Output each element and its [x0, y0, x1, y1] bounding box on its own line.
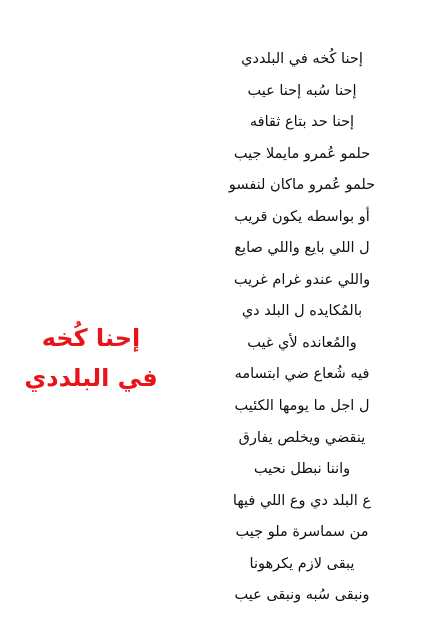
- poem-line: واللي عندو غرام غريب: [233, 271, 371, 288]
- title-line-2: في البلددي: [24, 364, 158, 392]
- poem-line: بالمُكايده ل البلد دي: [241, 303, 363, 320]
- poem-line: ل اللي بايع واللي صايع: [234, 240, 370, 257]
- poem-line: ع البلد دي وع اللي فيها: [232, 492, 372, 509]
- poem-line: من سماسرة ملو جيب: [235, 524, 369, 541]
- poem-line: حلمو عُمرو ماكان لنفسو: [228, 177, 376, 194]
- poem-line: ونبقى سُبه ونبقى عيب: [234, 587, 370, 604]
- poem-line: إحنا كُخه في البلددي: [241, 51, 363, 67]
- title-line-1: إحنا كُخه: [41, 324, 141, 352]
- poem-line: أو بواسطه يكون قريب: [234, 208, 370, 225]
- poem-line: إحنا سُبه إحنا عيب: [247, 82, 357, 99]
- poem-line: فيه شُعاع ضي ابتسامه: [234, 366, 370, 383]
- poem-line: يبقى لازم يكرهونا: [249, 555, 355, 572]
- poem-title: [22, 318, 160, 398]
- poem-line: إحنا حد بتاع ثقافه: [249, 114, 355, 131]
- poem-line: واننا نبطل نحيب: [253, 461, 351, 478]
- poem-line: حلمو عُمرو مايملا جيب: [233, 145, 371, 162]
- poem-line: ل اجل ما يومها الكئيب: [234, 398, 370, 415]
- poem-body: [217, 44, 387, 612]
- poem-line: والمُعانده لأي غيب: [247, 334, 357, 351]
- poem-line: ينقضي ويخلص يفارق: [238, 429, 366, 446]
